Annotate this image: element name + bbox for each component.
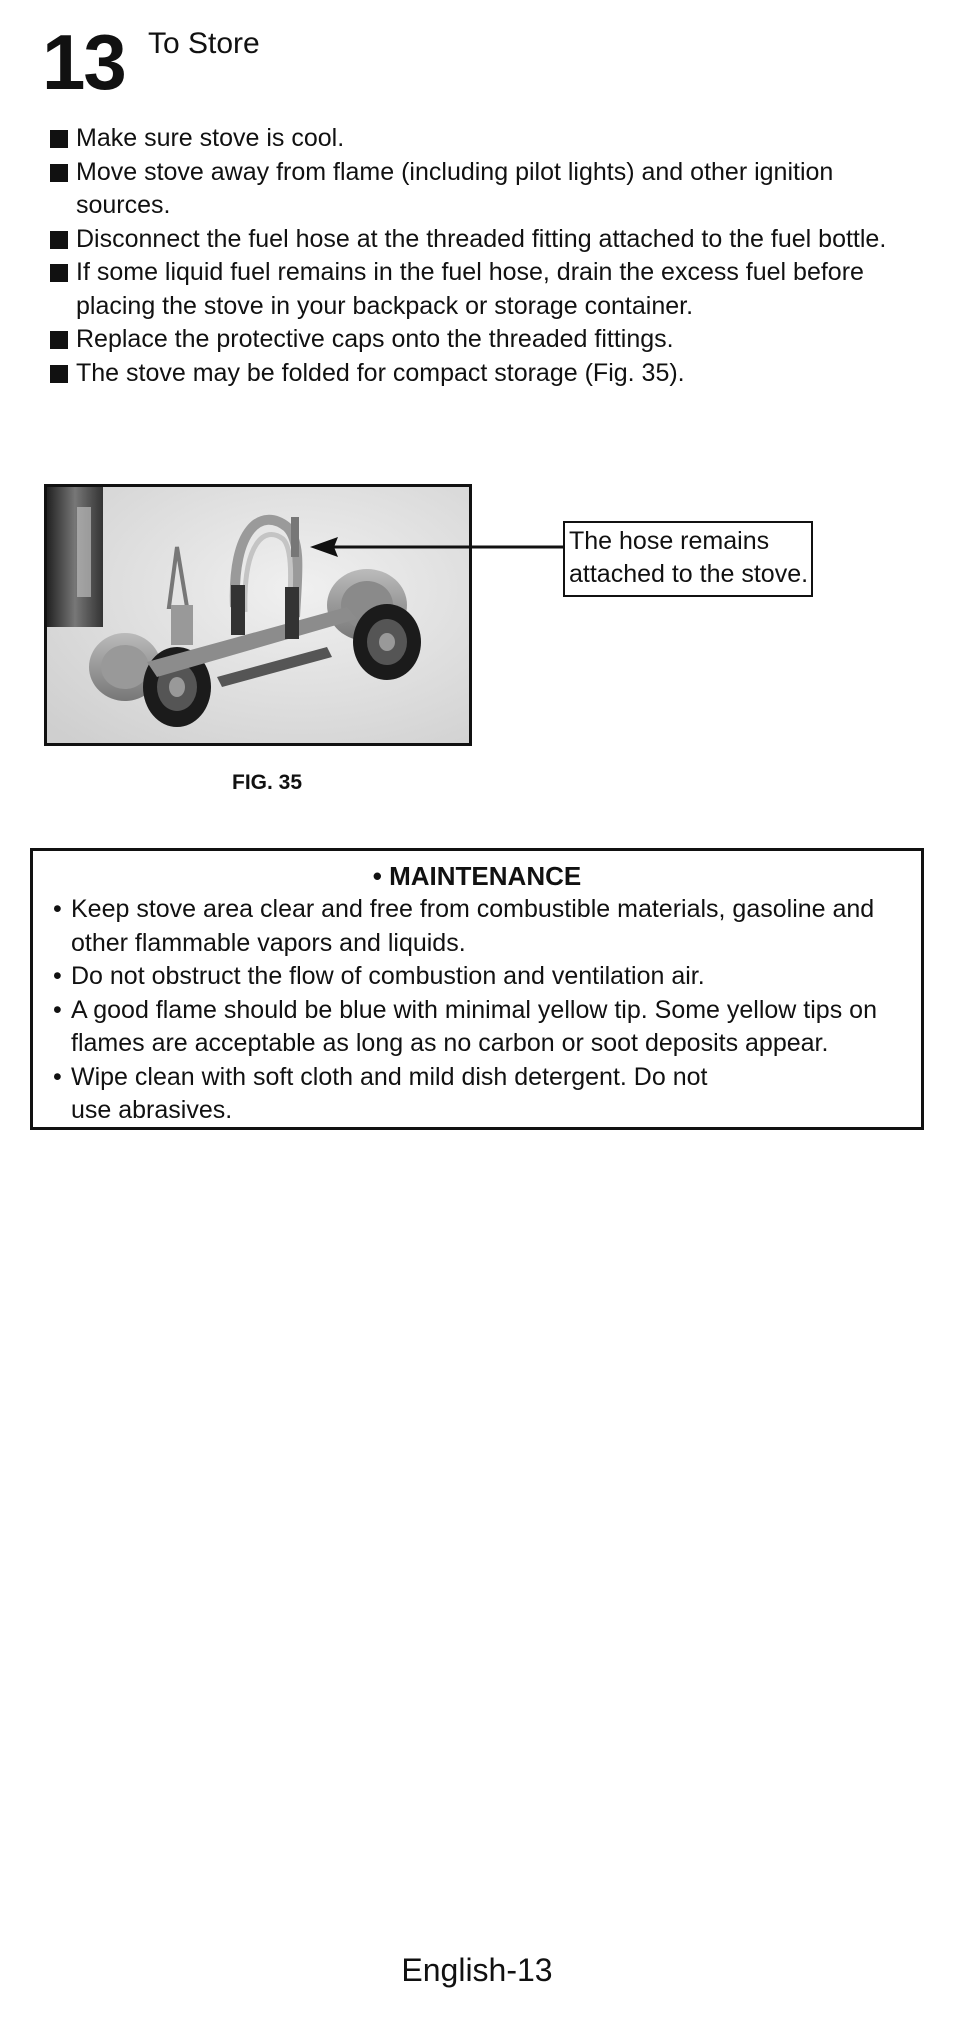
callout-label: The hose remains attached to the stove.: [563, 521, 813, 597]
bullet-icon: •: [53, 995, 62, 1024]
list-item: If some liquid fuel remains in the fuel hose, drain the excess fuel before placing the stove in your backpack or storage container.: [48, 256, 928, 323]
list-item: • Do not obstruct the flow of combustion and ventilation air.: [53, 960, 913, 994]
section-title: To Store: [148, 27, 260, 60]
list-item: • Wipe clean with soft cloth and mild dish detergent. Do not use abrasives.: [53, 1062, 708, 1124]
list-item: The stove may be folded for compact storage (Fig. 35).: [48, 357, 928, 391]
maintenance-heading: • MAINTENANCE: [372, 861, 582, 891]
maintenance-list: [53, 893, 913, 1128]
maintenance-box: [30, 848, 924, 1130]
bullet-icon: •: [53, 962, 62, 990]
list-item: Make sure stove is cool.: [48, 122, 928, 156]
page-number: English-13: [401, 1952, 553, 1988]
figure-caption: FIG. 35: [232, 771, 303, 794]
step-number: 13: [42, 18, 125, 106]
bullet-icon: •: [53, 895, 62, 923]
list-item: Move stove away from flame (including pilot lights) and other ignition sources.: [48, 156, 928, 223]
bullet-icon: •: [53, 1062, 62, 1091]
list-item: • A good flame should be blue with minimal yellow tip. Some yellow tips on flames are acceptable as long as no carbon or soot deposits appear.: [53, 995, 877, 1057]
list-item: • Keep stove area clear and free from combustible materials, gasoline and other flammable vapors and liquids.: [53, 895, 875, 957]
list-item: Replace the protective caps onto the threaded fittings.: [48, 323, 928, 357]
list-item: Disconnect the fuel hose at the threaded fitting attached to the fuel bottle.: [48, 223, 928, 257]
